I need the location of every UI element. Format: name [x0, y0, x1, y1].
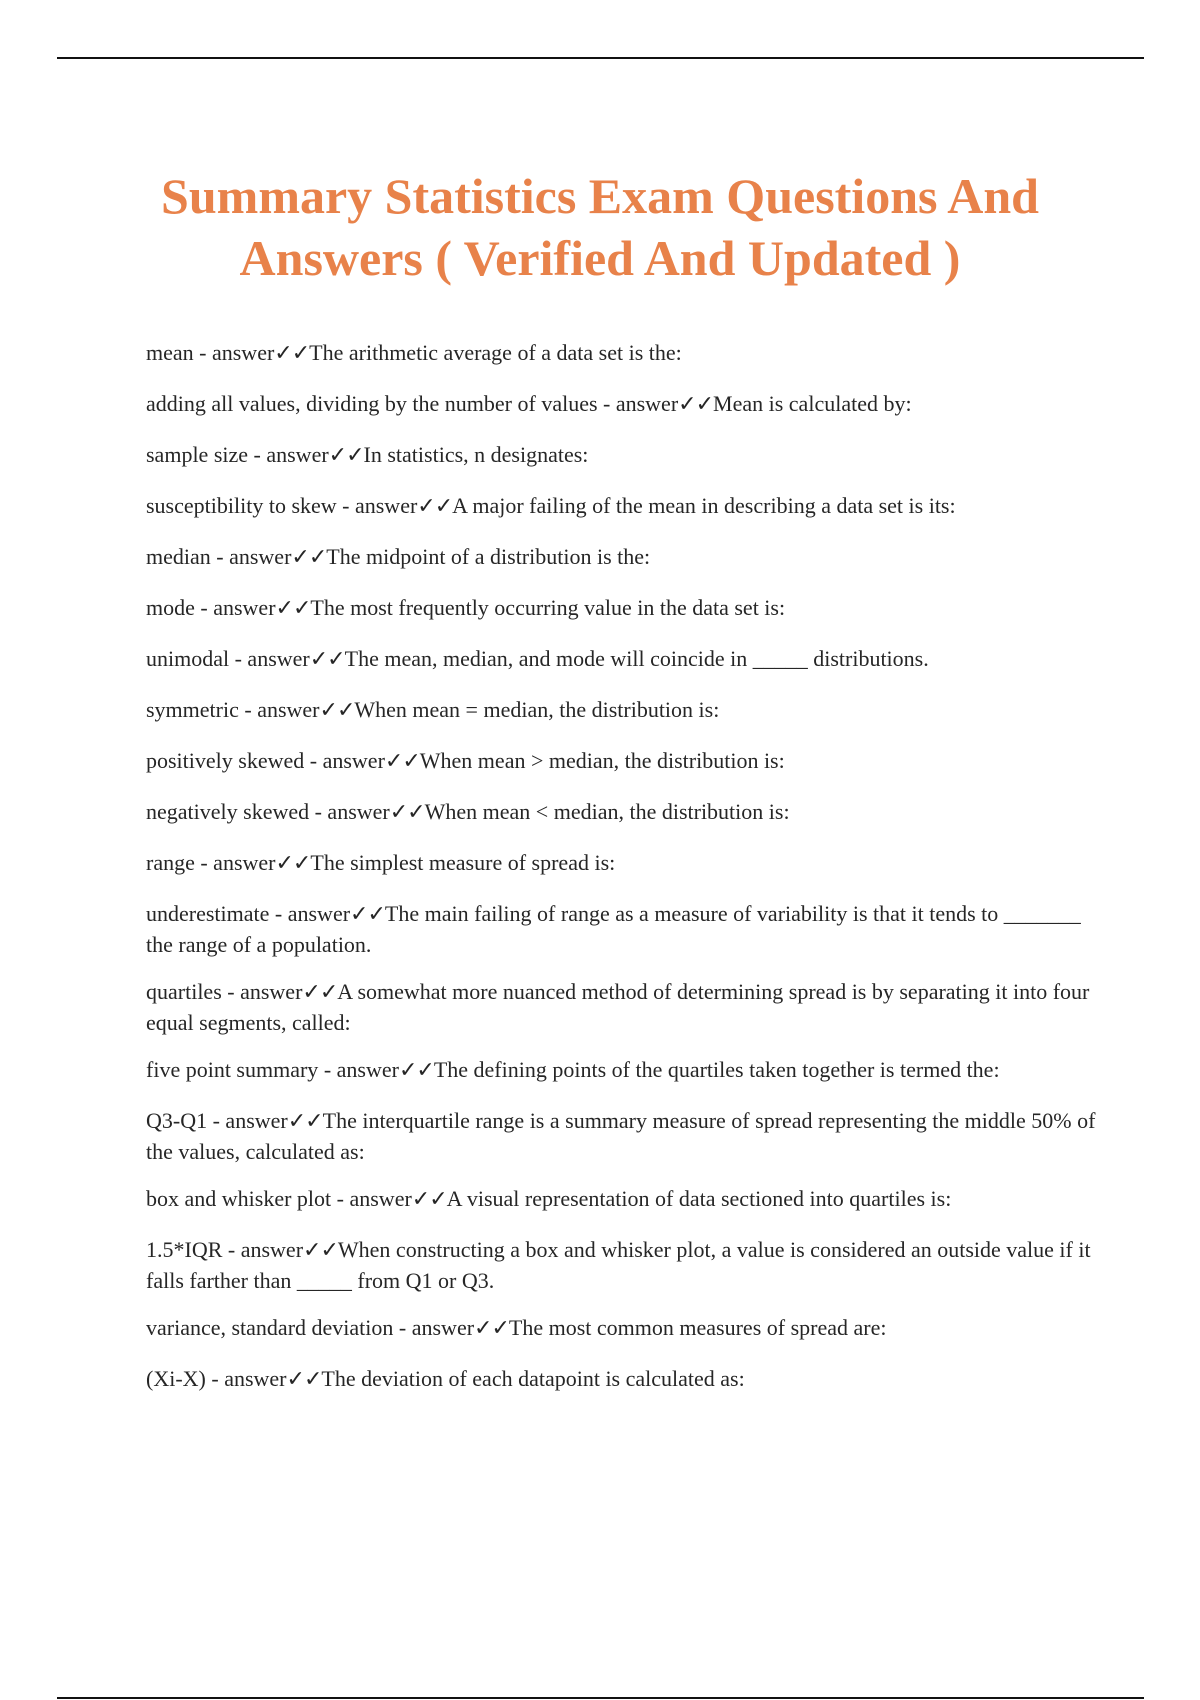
answer-separator: - answer: [269, 901, 351, 926]
question-text: The main failing of range as a measure of variability is that it tends to _______ the range of a population.: [146, 901, 1081, 957]
double-check-icon: ✓✓: [291, 544, 327, 569]
answer-text: quartiles: [146, 979, 222, 1004]
qa-item: [146, 592, 1096, 623]
answer-text: adding all values, dividing by the number of values: [146, 391, 598, 416]
answer-text: susceptibility to skew: [146, 493, 337, 518]
answer-separator: - answer: [207, 1108, 288, 1133]
answer-text: positively skewed: [146, 748, 305, 773]
question-text: Mean is calculated by:: [713, 391, 912, 416]
question-text: The mean, median, and mode will coincide in _____ distributions.: [344, 646, 929, 671]
answer-text: underestimate: [146, 901, 270, 926]
question-text: When mean = median, the distribution is:: [354, 697, 720, 722]
answer-separator: - answer: [194, 850, 276, 875]
question-text: When mean < median, the distribution is:: [424, 799, 790, 824]
answer-text: five point summary: [146, 1057, 319, 1082]
double-check-icon: ✓✓: [389, 799, 425, 824]
question-text: The deviation of each datapoint is calculated as:: [321, 1366, 745, 1391]
question-text: The most frequently occurring value in the data set is:: [310, 595, 786, 620]
answer-separator: - answer: [238, 697, 320, 722]
double-check-icon: ✓✓: [287, 1108, 323, 1133]
double-check-icon: ✓✓: [275, 850, 311, 875]
double-check-icon: ✓✓: [417, 493, 453, 518]
qa-item: [146, 1183, 1096, 1214]
double-check-icon: ✓✓: [678, 391, 714, 416]
qa-list: [146, 337, 1096, 1414]
question-text: The defining points of the quartiles taken together is termed the:: [433, 1057, 1000, 1082]
answer-text: variance, standard deviation: [146, 1315, 394, 1340]
qa-item: [146, 745, 1096, 776]
answer-text: box and whisker plot: [146, 1186, 332, 1211]
qa-item: [146, 490, 1096, 521]
question-text: The arithmetic average of a data set is the:: [309, 340, 682, 365]
qa-item: [146, 694, 1096, 725]
qa-item: [146, 1363, 1096, 1394]
answer-text: range: [146, 850, 195, 875]
double-check-icon: ✓✓: [350, 901, 385, 926]
answer-text: mean: [146, 340, 194, 365]
question-text: The most common measures of spread are:: [508, 1315, 887, 1340]
double-check-icon: ✓✓: [319, 697, 355, 722]
answer-separator: - answer: [331, 1186, 412, 1211]
page-title: [100, 165, 1100, 289]
answer-separator: - answer: [210, 544, 292, 569]
answer-separator: - answer: [205, 1366, 287, 1391]
qa-item: [146, 976, 1096, 1038]
qa-item: [146, 898, 1096, 960]
answer-text: negatively skewed: [146, 799, 310, 824]
qa-item: [146, 439, 1096, 470]
qa-item: [146, 847, 1096, 878]
question-text: When constructing a box and whisker plot, a value is considered an outside value if it falls farther than _____ from Q1 or Q3.: [146, 1237, 1091, 1293]
answer-separator: - answer: [194, 595, 276, 620]
answer-separator: - answer: [309, 799, 390, 824]
answer-separator: - answer: [336, 493, 418, 518]
question-text: In statistics, n designates:: [363, 442, 589, 467]
answer-text: (Xi-X): [146, 1366, 206, 1391]
answer-text: sample size: [146, 442, 249, 467]
answer-separator: - answer: [221, 979, 303, 1004]
qa-item: [146, 643, 1096, 674]
qa-item: [146, 796, 1096, 827]
title-line-2: Answers ( Verified And Updated ): [239, 230, 961, 286]
answer-text: Q3-Q1: [146, 1108, 208, 1133]
qa-item: [146, 1312, 1096, 1343]
qa-item: [146, 388, 1096, 419]
question-text: The midpoint of a distribution is the:: [326, 544, 651, 569]
double-check-icon: ✓✓: [274, 340, 310, 365]
question-text: A somewhat more nuanced method of determining spread is by separating it into four equal segments, called:: [146, 979, 1090, 1035]
qa-item: [146, 337, 1096, 368]
answer-separator: - answer: [304, 748, 385, 773]
answer-separator: - answer: [597, 391, 679, 416]
question-text: When mean > median, the distribution is:: [419, 748, 785, 773]
top-rule: [57, 57, 1144, 59]
double-check-icon: ✓✓: [309, 646, 345, 671]
double-check-icon: ✓✓: [474, 1315, 509, 1340]
answer-text: 1.5*IQR: [146, 1237, 223, 1262]
answer-separator: - answer: [222, 1237, 304, 1262]
double-check-icon: ✓✓: [328, 442, 364, 467]
double-check-icon: ✓✓: [303, 1237, 338, 1262]
answer-text: median: [146, 544, 211, 569]
title-line-1: Summary Statistics Exam Questions And: [161, 168, 1039, 224]
qa-item: [146, 541, 1096, 572]
double-check-icon: ✓✓: [411, 1186, 447, 1211]
double-check-icon: ✓✓: [302, 979, 338, 1004]
answer-text: mode: [146, 595, 195, 620]
question-text: The interquartile range is a summary measure of spread representing the middle 50% of the values, calculated as:: [146, 1108, 1096, 1164]
answer-separator: - answer: [229, 646, 310, 671]
answer-separator: - answer: [193, 340, 275, 365]
qa-item: [146, 1105, 1096, 1167]
question-text: A major failing of the mean in describing a data set is its:: [452, 493, 956, 518]
double-check-icon: ✓✓: [398, 1057, 434, 1082]
question-text: A visual representation of data sectioned into quartiles is:: [446, 1186, 952, 1211]
answer-separator: - answer: [318, 1057, 399, 1082]
answer-text: unimodal: [146, 646, 230, 671]
double-check-icon: ✓✓: [286, 1366, 322, 1391]
double-check-icon: ✓✓: [384, 748, 420, 773]
answer-separator: - answer: [248, 442, 329, 467]
double-check-icon: ✓✓: [275, 595, 311, 620]
qa-item: [146, 1054, 1096, 1085]
answer-text: symmetric: [146, 697, 239, 722]
bottom-rule: [57, 1697, 1144, 1699]
answer-separator: - answer: [393, 1315, 475, 1340]
question-text: The simplest measure of spread is:: [310, 850, 616, 875]
qa-item: [146, 1234, 1096, 1296]
